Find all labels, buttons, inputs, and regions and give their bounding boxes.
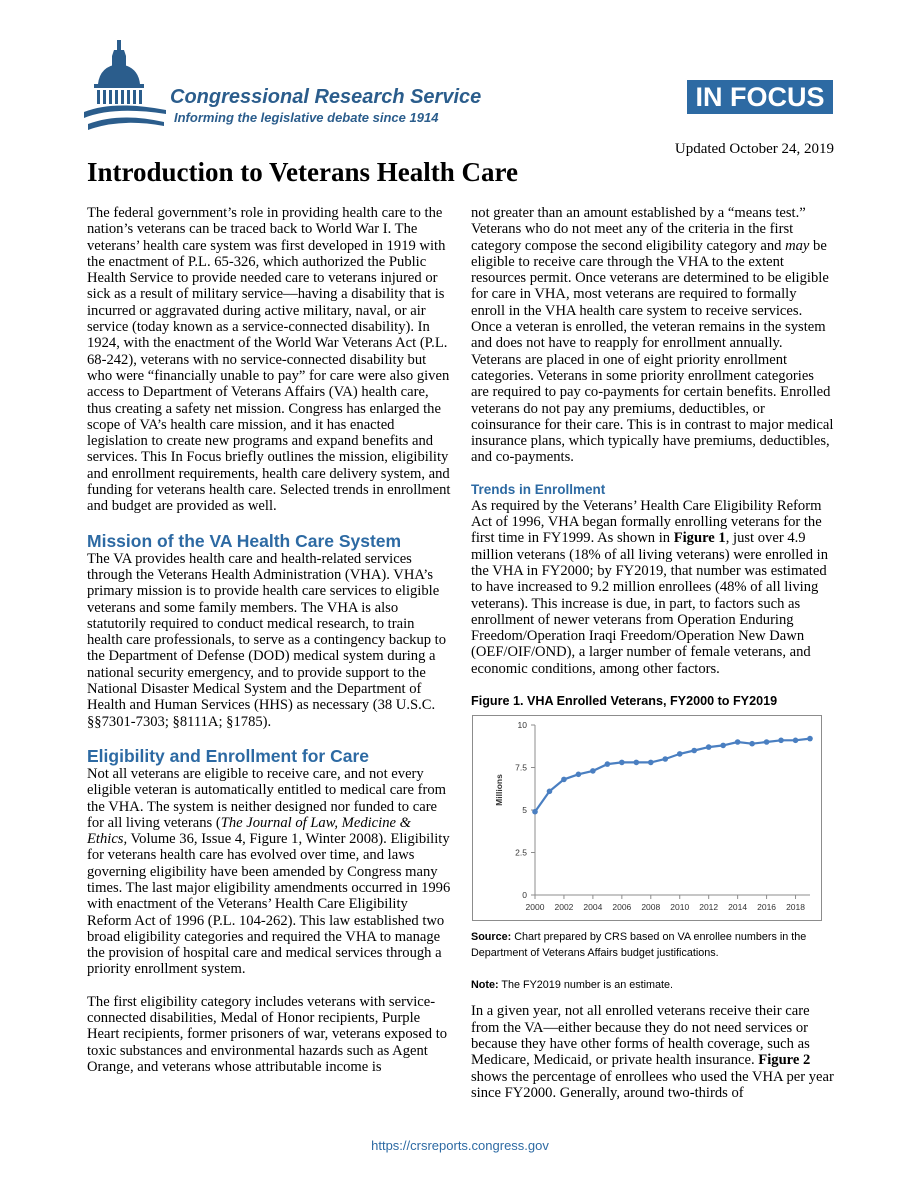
journal-citation: The Journal of Law, Medicine & Ethics,	[87, 814, 411, 848]
data-point	[662, 756, 668, 762]
data-point	[749, 741, 755, 747]
x-tick-label: 2016	[757, 902, 777, 913]
continuation-text-b: be eligible to receive care through the VHA to the extent resources permit. Once veterans are determined to be eligible for care in VHA, most veterans are required to formally enroll in the VHA health care system to receive services. Once a veteran is enrolled, the veteran remains in the system and does not have to reapply for enrollment annually. Veterans are placed in one of eight priority enrollment categories. Veterans in some priority enrollment categories are required to pay co-payments for certain benefits. Enrolled veterans do not pay any premiums, deductibles, or coinsurance for their care. This is in contrast to major medical insurance plans, which typically have premiums, deductibles, and co-payments.	[471, 237, 834, 466]
eligibility-heading: Eligibility and Enrollment for Care	[87, 745, 369, 766]
data-point	[532, 809, 538, 815]
trends-text-b: , just over 4.9 million veterans (18% of all living veterans) were enrolled in the VHA in FY2000; by FY2019, that number was estimated to have increased to 9.2 million enrollees (48% of all living veterans). This increase is due, in part, to factors such as enrollment of newer veterans from Operation Enduring Freedom/Operation Iraqi Freedom/Operation New Dawn (OEF/OIF/OND), a larger number of female veterans, and economic conditions, among other factors.	[471, 530, 829, 677]
y-tick-label: 5	[522, 805, 527, 816]
x-tick-label: 2000	[525, 902, 545, 913]
data-point	[778, 738, 784, 744]
y-axis-label: Millions	[494, 774, 504, 806]
figure-2-reference: Figure 2	[758, 1052, 811, 1069]
org-name: Congressional Research Service	[170, 86, 482, 108]
mission-paragraph: The VA provides health care and health-related services through the Veterans Health Administration (VHA). VHA’s primary mission is to provide health care services to eligible veterans and some family members. The VHA is also statutorily required to conduct medical research, to train health care professionals, to serve as a contingency backup to the Department of Defense (DOD) medical system during a national security emergency, and to provide support to the National Disaster Medical System and the Department of Health and Human Services (HHS) as necessary (38 U.S.C. §§7301-7303; §8111A; §1785).	[87, 550, 447, 730]
closing-paragraph	[471, 1003, 834, 1101]
data-point	[793, 738, 799, 744]
x-tick-label: 2010	[670, 902, 690, 913]
footer-url[interactable]: https://crsreports.congress.gov	[371, 1138, 549, 1153]
data-point	[691, 748, 697, 754]
x-tick-label: 2004	[583, 902, 603, 913]
may-emphasis: may	[785, 237, 810, 254]
data-point	[706, 744, 712, 750]
closing-text-a: In a given year, not all enrolled veterans receive their care from the VA—either because they do not need services or because they have other forms of health coverage, such as Medicare, Medicaid, or private health insurance.	[471, 1003, 810, 1069]
figure-1-reference: Figure 1	[673, 530, 726, 547]
data-point	[576, 772, 582, 778]
left-column	[87, 205, 452, 1091]
first-category-paragraph: The first eligibility category includes veterans with service-connected disabilities, Medal of Honor recipients, Purple Heart recipients, former prisoners of war, veterans exposed to toxic substances and environmental hazards such as Agent Orange, and veterans whose attributable income is	[87, 993, 448, 1075]
data-point	[720, 743, 726, 749]
data-point	[735, 739, 741, 745]
x-tick-label: 2006	[612, 902, 632, 913]
x-tick-label: 2002	[554, 902, 574, 913]
eligibility-text-a: Not all veterans are eligible to receive care, and not every eligible veteran is automatically entitled to medical care from the VHA. The system is neither designed nor funded to care for all living veterans (	[87, 765, 447, 831]
note-label: Note:	[471, 979, 499, 992]
note-text: The FY2019 number is an estimate.	[498, 979, 674, 992]
continuation-paragraph	[471, 205, 834, 466]
eligibility-text-b: Volume 36, Issue 4, Figure 1, Winter 2008). Eligibility for veterans health care has evolved over time, and laws governing eligibility have been amended by Congress many times. The last major eligibility amendments occurred in 1996 with enactment of the Veterans’ Health Care Eligibility Reform Act of 1996 (P.L. 104-262). This law established two broad eligibility categories and required the VHA to manage the provision of hospital care and medical services through a priority enrollment system.	[87, 831, 451, 978]
data-point	[561, 777, 567, 783]
data-point	[677, 751, 683, 757]
x-tick-label: 2008	[641, 902, 661, 913]
trends-paragraph	[471, 498, 834, 677]
enrollment-line-chart	[472, 715, 822, 921]
mission-heading: Mission of the VA Health Care System	[87, 530, 402, 551]
y-tick-label: 0	[522, 890, 527, 901]
right-column	[471, 205, 834, 1117]
trends-heading: Trends in Enrollment	[471, 481, 606, 497]
data-point	[764, 739, 770, 745]
data-point	[634, 760, 640, 766]
org-tagline: Informing the legislative debate since 1914	[174, 110, 439, 125]
page-title: Introduction to Veterans Health Care	[87, 157, 518, 187]
capitol-dome-logo	[84, 40, 166, 132]
data-point	[605, 761, 611, 767]
data-point	[619, 760, 625, 766]
updated-date: Updated October 24, 2019	[674, 141, 834, 157]
y-tick-label: 2.5	[515, 847, 527, 858]
x-tick-label: 2014	[728, 902, 748, 913]
data-point	[807, 736, 813, 742]
trends-text-a: As required by the Veterans’ Health Care Eligibility Reform Act of 1996, VHA began formally enrolling veterans for the first time in FY1999. As shown in	[471, 497, 822, 547]
data-point	[547, 789, 553, 795]
x-tick-label: 2018	[786, 902, 805, 913]
source-text: Chart prepared by CRS based on VA enrollee numbers in the Department of Veterans Affairs budget justifications.	[471, 931, 807, 960]
data-point	[590, 768, 596, 774]
continuation-text-a: not greater than an amount established by a “means test.” Veterans who do not meet any of the criteria in the first category compose the second eligibility category and	[471, 205, 806, 254]
source-note	[471, 929, 834, 961]
figure-caption: Figure 1. VHA Enrolled Veterans, FY2000 to FY2019	[471, 694, 778, 709]
closing-text-b: shows the percentage of enrollees who used the VHA per year since FY2000. Generally, around two-thirds of	[471, 1068, 834, 1101]
x-tick-label: 2012	[699, 902, 719, 913]
intro-paragraph: The federal government’s role in providing health care to the nation’s veterans can be traced back to World War I. The veterans’ health care system was first developed in 1919 with the enactment of P.L. 65-326, which authorized the Public Health Service to provide needed care to veterans injured or sick as a result of military service—having a disability that is incurred or aggravated during active military, naval, or air service (today known as a service-connected disability). In 1924, with the enactment of the World War Veterans Act (P.L. 68-242), veterans with no service-connected disability but who were “financially unable to pay” for care were also given access to Department of Veterans Affairs (VA) health care, thus creating a safety net mission. Congress has enlarged the scope of VA’s health care mission, and it has enacted legislation to create new programs and expand benefits and services. This In Focus briefly outlines the mission, eligibility and enrollment requirements, health care delivery system, and funding for veterans health care. Selected trends in enrollment and budget are provided as well.	[87, 205, 451, 515]
in-focus-badge: IN FOCUS	[687, 80, 833, 114]
source-label: Source:	[471, 931, 512, 944]
y-tick-label: 10	[517, 720, 527, 731]
estimate-note	[471, 977, 834, 993]
y-tick-label: 7.5	[515, 762, 527, 773]
eligibility-paragraph	[87, 766, 452, 978]
data-point	[648, 760, 654, 766]
